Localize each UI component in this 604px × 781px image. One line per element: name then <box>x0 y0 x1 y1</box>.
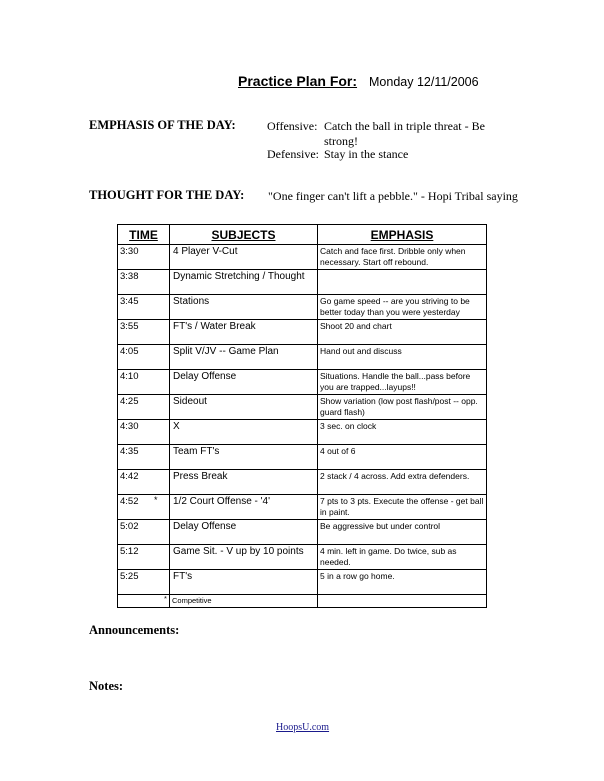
footer-link[interactable]: HoopsU.com <box>276 722 330 733</box>
emphasis-cell: Shoot 20 and chart <box>318 320 487 345</box>
subject-cell: Dynamic Stretching / Thought <box>170 270 318 295</box>
time-cell <box>118 320 170 345</box>
time-cell <box>118 445 170 470</box>
emphasis-cell: 7 pts to 3 pts. Execute the offense - get ball in paint. <box>318 495 487 520</box>
page-title: Practice Plan For: <box>238 73 358 89</box>
emphasis-label: EMPHASIS OF THE DAY: <box>89 118 236 132</box>
subject-cell: Team FT's <box>170 445 318 470</box>
table-row <box>118 470 487 495</box>
subject-cell: Stations <box>170 295 318 320</box>
table-row <box>118 445 487 470</box>
table-row <box>118 520 487 545</box>
subject-cell: Split V/JV -- Game Plan <box>170 345 318 370</box>
subject-cell: Delay Offense <box>170 370 318 395</box>
subject-cell: FT's / Water Break <box>170 320 318 345</box>
emphasis-cell: 5 in a row go home. <box>318 570 487 595</box>
table-row <box>118 570 487 595</box>
time-cell <box>118 295 170 320</box>
time-cell <box>118 270 170 295</box>
footnote-time-cell <box>118 595 170 608</box>
competitive-marker: * <box>154 495 158 505</box>
notes-label: Notes: <box>89 679 124 693</box>
subject-cell: 1/2 Court Offense - '4' <box>170 495 318 520</box>
emphasis-cell <box>318 270 487 295</box>
subject-cell: Press Break <box>170 470 318 495</box>
defensive-value: Stay in the stance <box>324 147 409 161</box>
time-cell <box>118 570 170 595</box>
time-cell <box>118 345 170 370</box>
footnote-text: Competitive <box>172 596 212 605</box>
footnote-star: * <box>164 594 167 603</box>
subject-cell: 4 Player V-Cut <box>170 245 318 270</box>
emphasis-cell: 4 min. left in game. Do twice, sub as needed. <box>318 545 487 570</box>
table-row <box>118 420 487 445</box>
table-header-row <box>118 225 487 245</box>
time-value: 5:02 <box>120 521 139 532</box>
time-cell <box>118 395 170 420</box>
practice-date: Monday 12/11/2006 <box>369 75 479 89</box>
header-subjects: SUBJECTS <box>170 225 318 245</box>
time-cell <box>118 245 170 270</box>
time-cell <box>118 545 170 570</box>
thought-label: THOUGHT FOR THE DAY: <box>89 188 245 202</box>
time-value: 4:10 <box>120 371 139 382</box>
time-value: 4:25 <box>120 396 139 407</box>
practice-plan-table <box>117 224 487 608</box>
time-value: 5:25 <box>120 571 139 582</box>
time-cell <box>118 420 170 445</box>
time-value: 3:30 <box>120 246 139 257</box>
table-row <box>118 395 487 420</box>
emphasis-cell: Show variation (low post flash/post -- opp. guard flash) <box>318 395 487 420</box>
table-row <box>118 495 487 520</box>
header-emphasis: EMPHASIS <box>318 225 487 245</box>
header-time: TIME <box>118 225 170 245</box>
subject-cell: Game Sit. - V up by 10 points <box>170 545 318 570</box>
table-row <box>118 320 487 345</box>
emphasis-cell: 4 out of 6 <box>318 445 487 470</box>
table-row <box>118 270 487 295</box>
time-value: 3:55 <box>120 321 139 332</box>
time-cell <box>118 495 170 520</box>
time-value: 3:45 <box>120 296 139 307</box>
table-row <box>118 295 487 320</box>
time-value: 5:12 <box>120 546 139 557</box>
emphasis-cell: 3 sec. on clock <box>318 420 487 445</box>
time-cell <box>118 470 170 495</box>
subject-cell: X <box>170 420 318 445</box>
time-value: 4:05 <box>120 346 139 357</box>
time-value: 4:35 <box>120 446 139 457</box>
thought-value: "One finger can't lift a pebble." - Hopi Tribal saying <box>268 189 518 203</box>
emphasis-cell: Go game speed -- are you striving to be better today than you were yesterday <box>318 295 487 320</box>
footnote-row <box>118 595 487 608</box>
emphasis-cell: Hand out and discuss <box>318 345 487 370</box>
time-value: 4:30 <box>120 421 139 432</box>
time-cell <box>118 520 170 545</box>
emphasis-cell: Situations. Handle the ball...pass before you are trapped...layups!! <box>318 370 487 395</box>
table-body <box>118 245 487 608</box>
table-row <box>118 370 487 395</box>
time-value: 4:52 <box>120 496 139 507</box>
time-value: 3:38 <box>120 271 139 282</box>
subject-cell: FT's <box>170 570 318 595</box>
emphasis-cell: Catch and face first. Dribble only when necessary. Start off rebound. <box>318 245 487 270</box>
time-cell <box>118 370 170 395</box>
table-row <box>118 245 487 270</box>
table-row <box>118 545 487 570</box>
footnote-empty-cell <box>318 595 487 608</box>
offensive-key: Offensive: <box>267 119 318 133</box>
subject-cell: Delay Offense <box>170 520 318 545</box>
time-value: 4:42 <box>120 471 139 482</box>
emphasis-cell: 2 stack / 4 across. Add extra defenders. <box>318 470 487 495</box>
announcements-label: Announcements: <box>89 623 180 637</box>
table-row <box>118 345 487 370</box>
defensive-key: Defensive: <box>267 147 319 161</box>
emphasis-cell: Be aggressive but under control <box>318 520 487 545</box>
offensive-value: Catch the ball in triple threat - Be strong! <box>324 119 485 148</box>
footnote-cell <box>164 594 318 608</box>
subject-cell: Sideout <box>170 395 318 420</box>
